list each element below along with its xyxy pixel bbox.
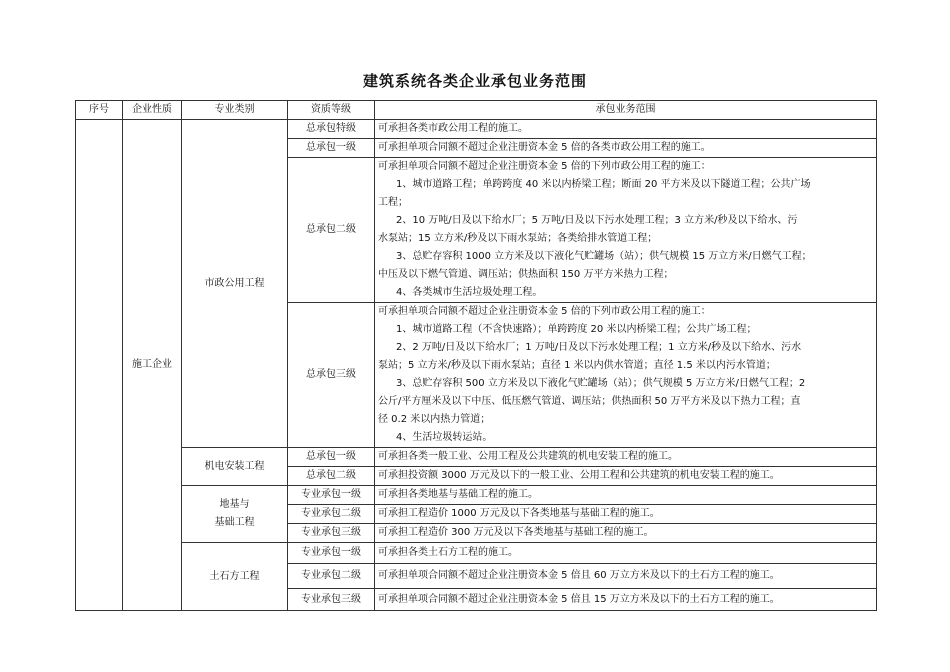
- scope-line: 水泵站；15 立方米/秒及以下雨水泵站；各类给排水管道工程；: [378, 233, 658, 244]
- header-category: 专业类别: [182, 101, 288, 120]
- scope-cell: [375, 467, 877, 486]
- table-row: [76, 448, 877, 467]
- table-row: [76, 120, 877, 139]
- grade-cell: 专业承包二级: [288, 564, 375, 589]
- scope-line: 可承担各类地基与基础工程的施工。: [378, 489, 538, 500]
- scope-line: 可承担单项合同额不超过企业注册资本金 5 倍且 15 万立方米及以下的土石方工程的施工。: [378, 593, 780, 605]
- scope-line: 可承担各类市政公用工程的施工。: [378, 123, 528, 134]
- category-electromechanical: 机电安装工程: [182, 448, 288, 486]
- grade-cell: 总承包二级: [288, 158, 375, 303]
- scope-line: 4、生活垃圾转运站。: [396, 432, 493, 443]
- scope-line: 泵站；5 立方米/秒及以下雨水泵站；直径 1 米以内供水管道；直径 1.5 米以内污水管道；: [378, 360, 776, 371]
- enterprise-nature-cell: 施工企业: [123, 120, 182, 611]
- header-grade: 资质等级: [288, 101, 375, 120]
- scope-cell: [375, 543, 877, 564]
- grade-cell: 专业承包三级: [288, 524, 375, 543]
- category-municipal: 市政公用工程: [182, 120, 288, 448]
- scope-cell: [375, 589, 877, 611]
- scope-line: 2、10 万吨/日及以下给水厂；5 万吨/日及以下污水处理工程；3 立方米/秒及以下给水、污: [396, 215, 798, 226]
- scope-line: 可承担单项合同额不超过企业注册资本金 5 倍且 60 万立方米及以下的土石方工程的施工。: [378, 570, 780, 581]
- scope-line: 3、总贮存容积 1000 立方米及以下液化气贮罐场（站）；供气规模 15 万立方米/日燃气工程；: [396, 251, 812, 262]
- scope-line: 可承担各类一般工业、公用工程及公共建筑的机电安装工程的施工。: [378, 451, 678, 462]
- scope-cell: [375, 505, 877, 524]
- scope-cell: [375, 303, 877, 448]
- scope-cell: [375, 486, 877, 505]
- grade-cell: 专业承包一级: [288, 486, 375, 505]
- header-serial: 序号: [76, 101, 123, 120]
- table-row: [76, 543, 877, 564]
- grade-cell: 专业承包一级: [288, 543, 375, 564]
- header-nature: 企业性质: [123, 101, 182, 120]
- category-earthwork: 土石方工程: [182, 543, 288, 611]
- scope-line: 可承担工程造价 1000 万元及以下各类地基与基础工程的施工。: [378, 508, 660, 519]
- category-foundation-line1: 地基与: [219, 499, 250, 510]
- grade-cell: 总承包二级: [288, 467, 375, 486]
- scope-line: 可承担工程造价 300 万元及以下各类地基与基础工程的施工。: [378, 527, 654, 538]
- scope-cell: [375, 158, 877, 303]
- scope-line: 工程；: [378, 197, 408, 208]
- scope-line: 径 0.2 米以内热力管道；: [378, 414, 491, 425]
- scope-line: 可承担单项合同额不超过企业注册资本金 5 倍的各类市政公用工程的施工。: [378, 142, 711, 153]
- grade-cell: 专业承包二级: [288, 505, 375, 524]
- category-foundation-line2: 基础工程: [214, 517, 255, 528]
- scope-cell: [375, 564, 877, 589]
- scope-cell: [375, 120, 877, 139]
- serial-cell: [76, 120, 123, 611]
- grade-cell: 总承包特级: [288, 120, 375, 139]
- scope-line: 1、城市道路工程；单跨跨度 40 米以内桥梁工程；断面 20 平方米及以下隧道工程；公共广场: [396, 179, 811, 190]
- scope-cell: [375, 448, 877, 467]
- scope-cell: [375, 139, 877, 158]
- scope-line: 可承担投资额 3000 万元及以下的一般工业、公用工程和公共建筑的机电安装工程的施工。: [378, 470, 780, 481]
- scope-line: 可承担单项合同额不超过企业注册资本金 5 倍的下列市政公用工程的施工：: [378, 161, 711, 172]
- scope-line: 3、总贮存容积 500 立方米及以下液化气贮罐场（站）；供气规模 5 万立方米/日燃气工程；2: [396, 378, 806, 389]
- grade-cell: 总承包三级: [288, 303, 375, 448]
- scope-line: 2、2 万吨/日及以下给水厂；1 万吨/日及以下污水处理工程；1 立方米/秒及以下给水、污水: [396, 342, 802, 353]
- grade-cell: 总承包一级: [288, 448, 375, 467]
- header-row: [76, 101, 877, 120]
- scope-line: 1、城市道路工程（不含快速路）；单跨跨度 20 米以内桥梁工程；公共广场工程；: [396, 324, 757, 335]
- header-scope: 承包业务范围: [375, 101, 877, 120]
- grade-cell: 专业承包三级: [288, 589, 375, 611]
- grade-cell: 总承包一级: [288, 139, 375, 158]
- scope-line: 中压及以下燃气管道、调压站；供热面积 150 万平方米热力工程；: [378, 269, 674, 280]
- scope-cell: [375, 524, 877, 543]
- table-row: [76, 486, 877, 505]
- page-title: 建筑系统各类企业承包业务范围: [362, 72, 587, 90]
- scope-line: 可承担各类土石方工程的施工。: [378, 547, 518, 558]
- scope-line: 4、各类城市生活垃圾处理工程。: [396, 287, 543, 298]
- scope-line: 可承担单项合同额不超过企业注册资本金 5 倍的下列市政公用工程的施工：: [378, 306, 711, 317]
- business-scope-table: [75, 100, 877, 611]
- scope-line: 公斤/平方厘米及以下中压、低压燃气管道、调压站；供热面积 50 万平方米及以下热力工程；直: [378, 396, 801, 407]
- category-foundation: [182, 486, 288, 543]
